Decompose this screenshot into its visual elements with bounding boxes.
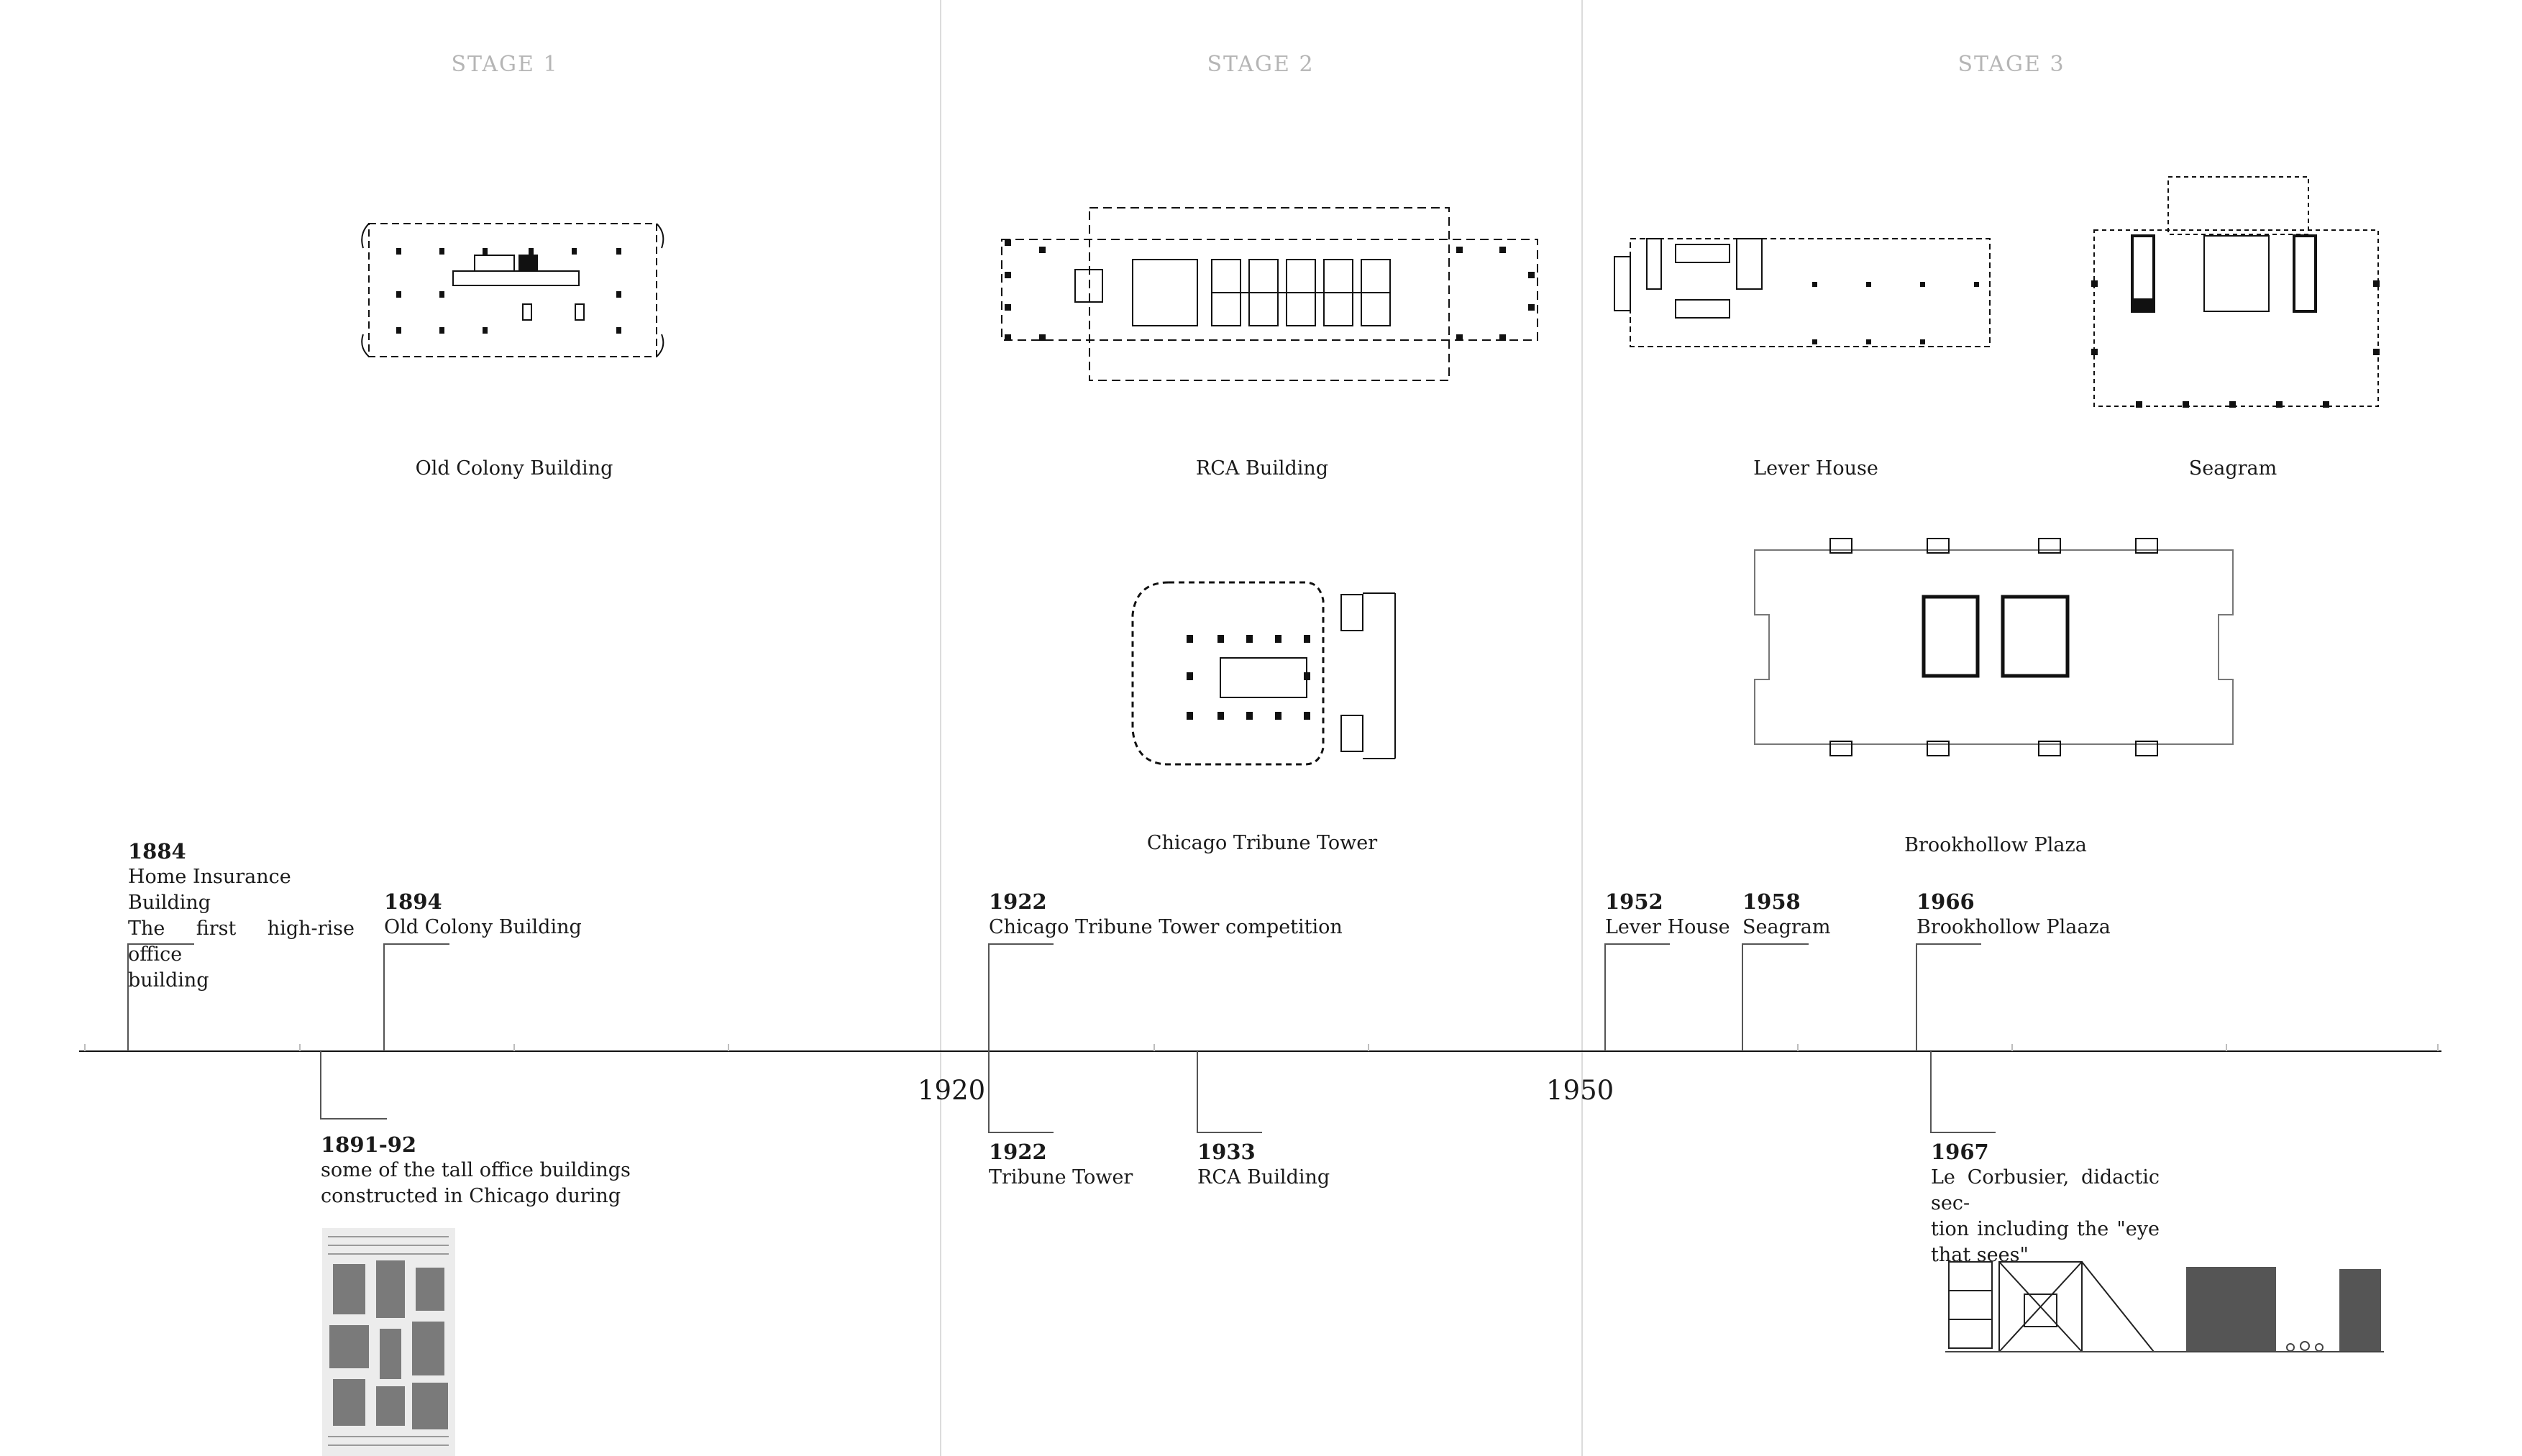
stage-3-title: STAGE 3 [1957, 52, 2065, 77]
event-text: tion including the "eye [1931, 1218, 2160, 1240]
event-text: constructed in Chicago during [321, 1185, 621, 1207]
event-1922-tower [989, 1139, 1133, 1191]
plan-label-tribune: Chicago Tribune Tower [1146, 832, 1378, 854]
event-text: Seagram [1742, 916, 1831, 938]
event-text: RCA Building [1197, 1166, 1330, 1189]
stage-1-title: STAGE 1 [451, 52, 559, 77]
event-text: Chicago Tribune Tower competition [989, 916, 1343, 938]
event-text: that sees" [1931, 1244, 2029, 1266]
plan-label-brookhollow: Brookhollow Plaza [1904, 834, 2087, 856]
event-year: 1958 [1742, 889, 1801, 914]
event-1967 [1931, 1139, 2160, 1268]
event-text: Tribune Tower [989, 1166, 1133, 1189]
event-year: 1966 [1916, 889, 1975, 914]
event-year: 1933 [1197, 1140, 1256, 1164]
event-year: 1922 [989, 1140, 1047, 1164]
event-1933 [1197, 1139, 1330, 1191]
event-1894 [384, 889, 582, 940]
event-year: 1884 [128, 839, 186, 864]
event-year: 1922 [989, 889, 1047, 914]
event-1922-competition [989, 889, 1343, 940]
event-year: 1967 [1931, 1140, 1989, 1164]
plan-label-lever: Lever House [1753, 457, 1878, 480]
event-1958 [1742, 889, 1830, 940]
event-text: Old Colony Building [384, 916, 582, 938]
event-text: some of the tall office buildings [321, 1159, 631, 1181]
event-text: Le Corbusier, didactic sec- [1931, 1166, 2160, 1214]
event-text: building [128, 969, 209, 992]
axis-year-1950: 1950 [1546, 1075, 1614, 1106]
event-1952 [1605, 889, 1730, 940]
event-text: Home Insurance Building [128, 866, 291, 914]
event-year: 1894 [384, 889, 442, 914]
event-year: 1952 [1605, 889, 1663, 914]
plan-label-seagram: Seagram [2188, 457, 2277, 480]
stage-2-title: STAGE 2 [1207, 52, 1315, 77]
event-1891-92 [321, 1132, 631, 1209]
event-year: 1891-92 [321, 1132, 417, 1157]
event-1884 [128, 838, 355, 994]
plan-label-rca: RCA Building [1195, 457, 1329, 480]
event-text: The first high-rise office [128, 917, 355, 966]
newspaper-clipping-image [322, 1228, 455, 1456]
event-1966 [1916, 889, 2111, 940]
event-text: Lever House [1605, 916, 1730, 938]
event-text: Brookhollow Plaaza [1916, 916, 2111, 938]
plan-label-old-colony: Old Colony Building [415, 457, 613, 480]
axis-year-1920: 1920 [918, 1075, 986, 1106]
le-corbusier-section-sketch [1945, 1258, 2388, 1359]
